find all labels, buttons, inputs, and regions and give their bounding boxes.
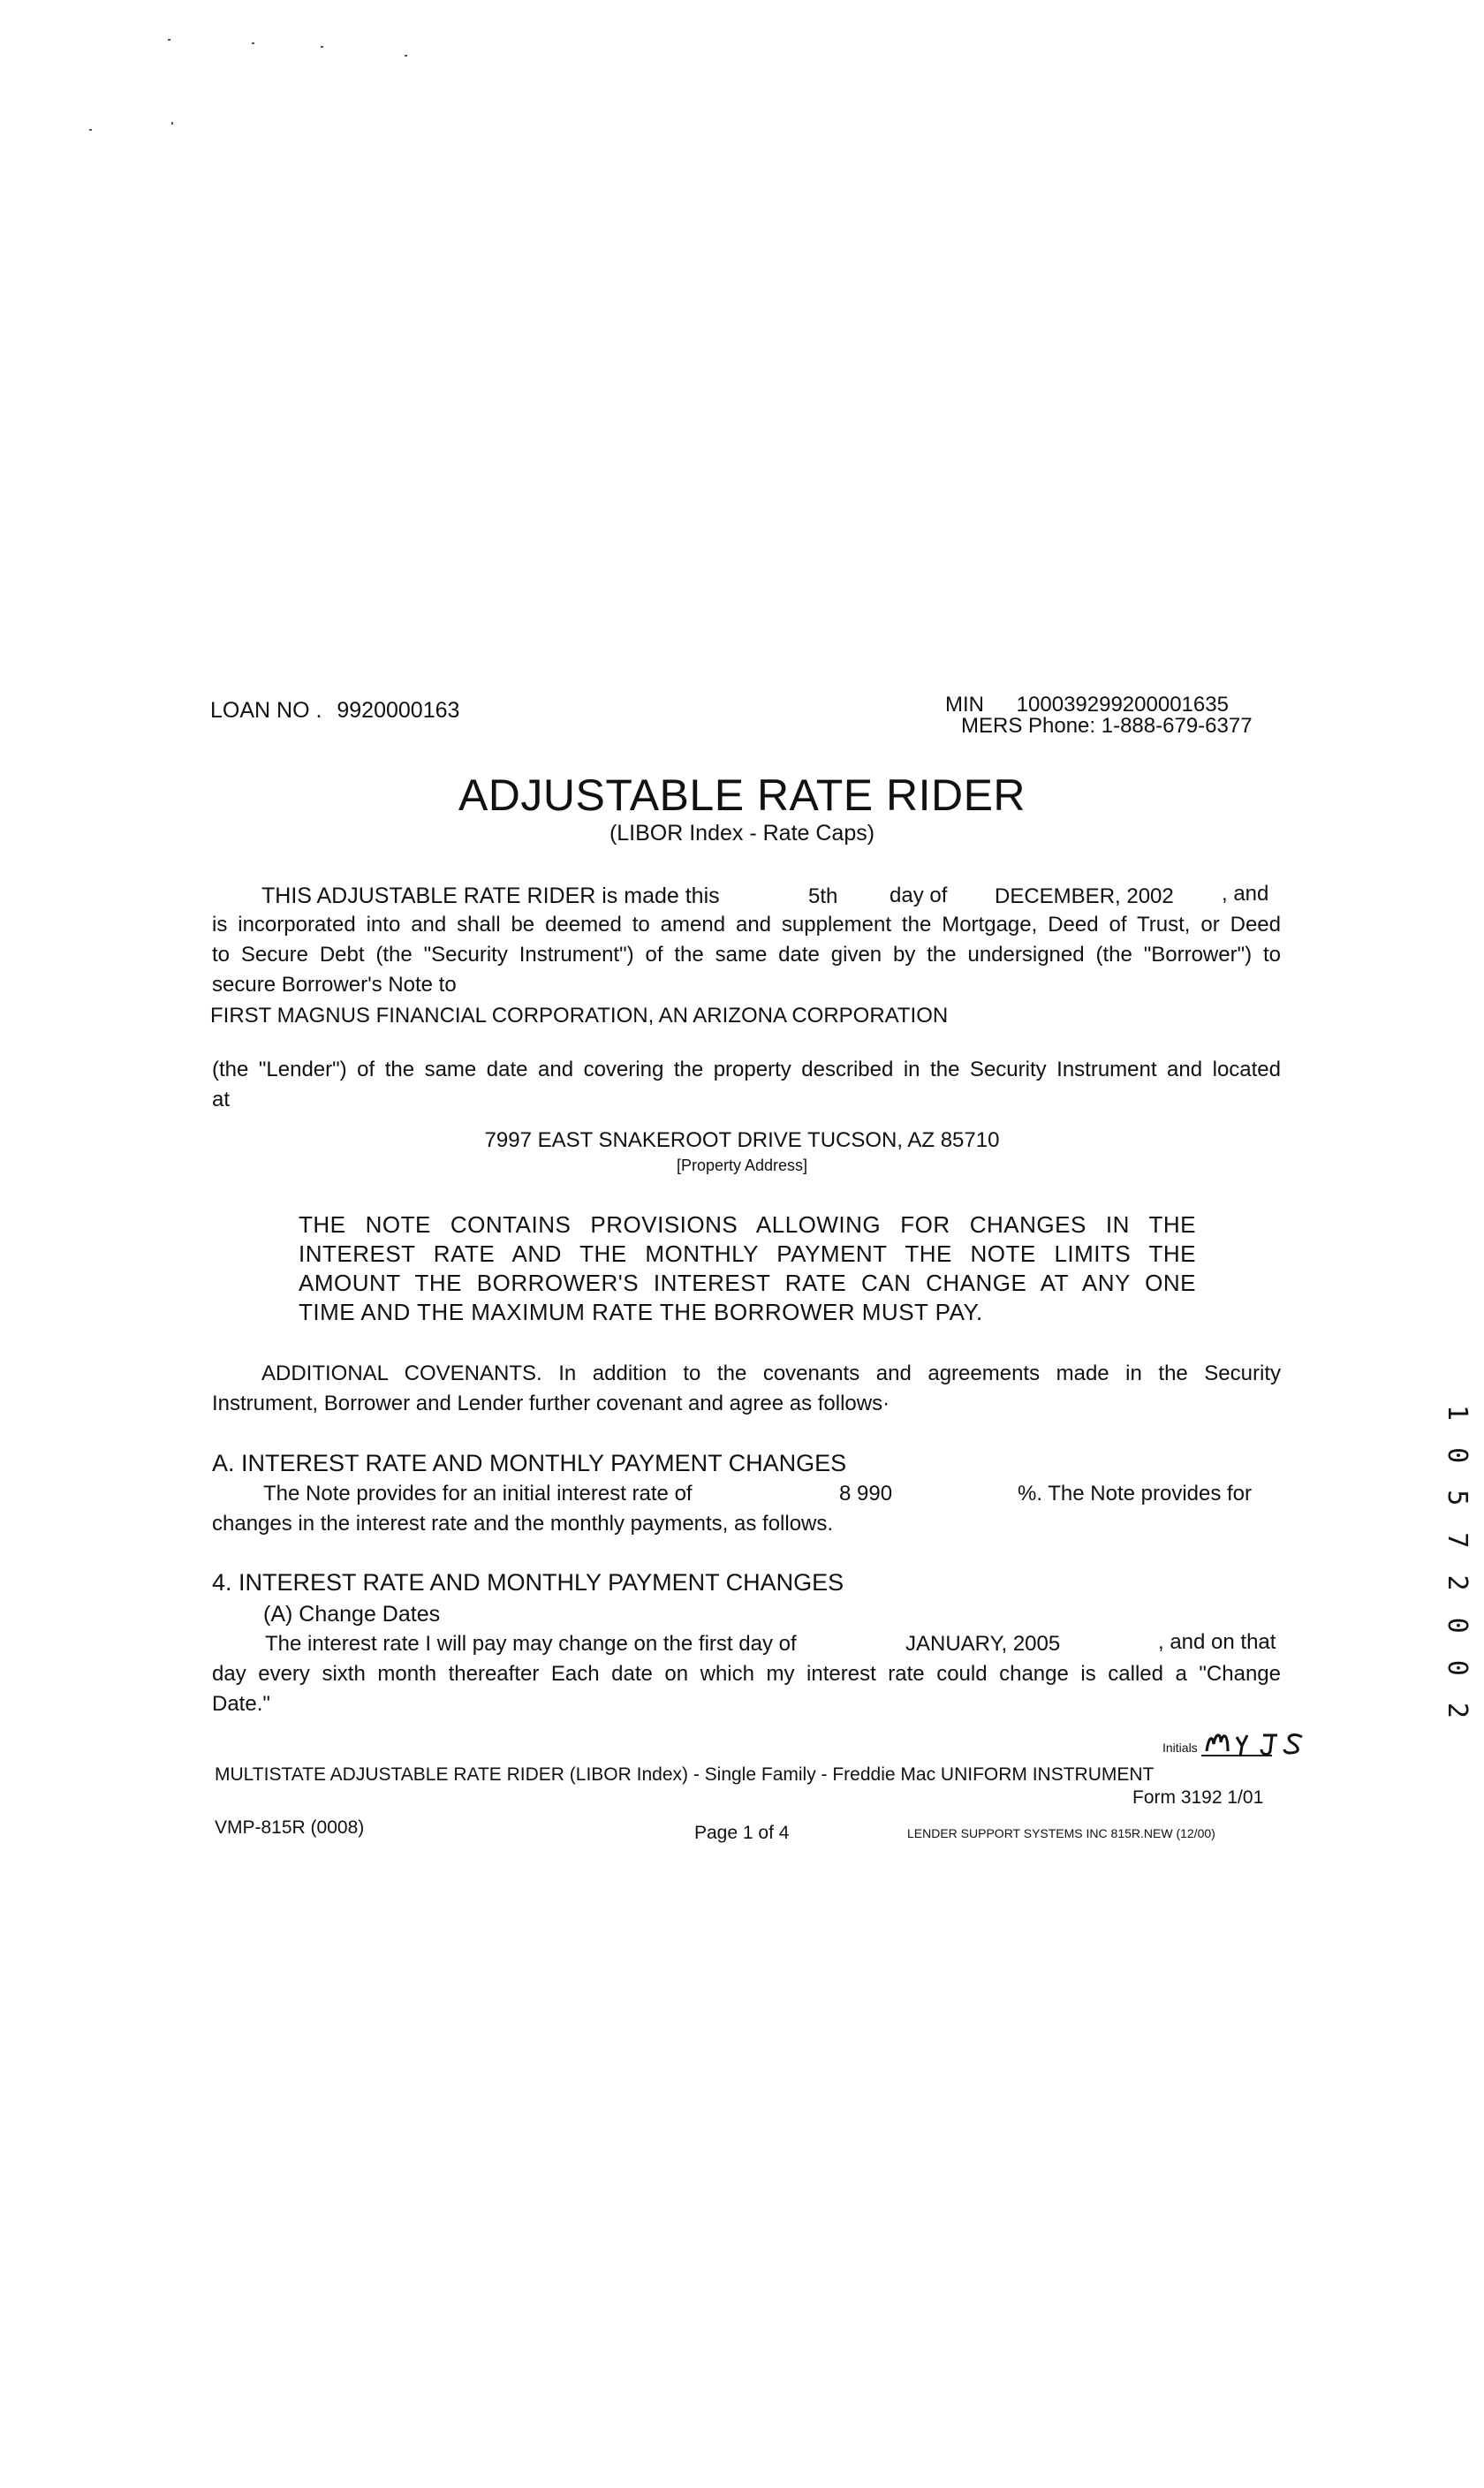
lender-line-1: (the "Lender") of the same date and covering the property described in the Security Instrument and located — [212, 1058, 1281, 1081]
document-title: ADJUSTABLE RATE RIDER — [458, 770, 1026, 820]
margin-stamp — [1424, 1405, 1473, 1724]
min-number: 100039299200001635 — [1016, 693, 1229, 717]
intro-paragraph — [212, 910, 1281, 1000]
mers-phone: MERS Phone: 1-888-679-6377 — [961, 714, 1253, 738]
covenants-paragraph — [212, 1359, 1281, 1419]
initials-label: Initials — [1162, 1741, 1198, 1755]
min-block — [945, 694, 1253, 737]
notice-line-4: TIME AND THE MAXIMUM RATE THE BORROWER MUST PAY. — [299, 1299, 983, 1325]
notice-line-1: THE NOTE CONTAINS PROVISIONS ALLOWING FOR CHANGES IN THE — [299, 1211, 1196, 1238]
intro-day: 5th — [808, 884, 838, 908]
min-label: MIN — [945, 693, 984, 717]
section-4-subheading: (A) Change Dates — [263, 1602, 441, 1627]
notice-line-3: AMOUNT THE BORROWER'S INTEREST RATE CAN CHANGE AT ANY ONE — [299, 1270, 1196, 1296]
intro-and: , and — [1222, 882, 1269, 906]
notice-block — [299, 1210, 1196, 1327]
lender-paragraph — [212, 1055, 1281, 1115]
property-address-label: [Property Address] — [676, 1157, 808, 1174]
loan-number: 9920000163 — [337, 698, 460, 723]
section-a-rate: 8 990 — [839, 1482, 893, 1506]
intro-line-4: secure Borrower's Note to — [212, 973, 457, 997]
covenants-line-1: ADDITIONAL COVENANTS. In addition to the covenants and agreements made in the Security — [261, 1362, 1281, 1385]
page-number: Page 1 of 4 — [694, 1823, 790, 1843]
section-a-line-2: changes in the interest rate and the monthly payments, as follows. — [212, 1512, 834, 1536]
lender-support-systems: LENDER SUPPORT SYSTEMS INC 815R.NEW (12/00) — [907, 1826, 1215, 1840]
form-title: MULTISTATE ADJUSTABLE RATE RIDER (LIBOR Index) - Single Family - Freddie Mac UNIFORM INSTRUMENT — [215, 1764, 1155, 1785]
loan-number-line — [210, 697, 459, 724]
section-4-line-2: day every sixth month thereafter Each date on which my interest rate could change is called a "Change — [212, 1662, 1281, 1686]
section-4-paragraph — [212, 1659, 1281, 1719]
intro-date: DECEMBER, 2002 — [995, 884, 1174, 908]
section-a-text-1: The Note provides for an initial interest rate of — [263, 1482, 693, 1506]
lender-line-2: at — [212, 1088, 231, 1111]
section-4-heading: 4. INTEREST RATE AND MONTHLY PAYMENT CHANGES — [212, 1569, 844, 1596]
notice-line-2: INTEREST RATE AND THE MONTHLY PAYMENT THE NOTE LIMITS THE — [299, 1240, 1196, 1267]
section-a-heading: A. INTEREST RATE AND MONTHLY PAYMENT CHANGES — [212, 1450, 847, 1476]
lender-name: FIRST MAGNUS FINANCIAL CORPORATION, AN ARIZONA CORPORATION — [210, 1004, 949, 1028]
intro-line-3: to Secure Debt (the "Security Instrument") of the same date given by the undersigned (the "Borrower") to — [212, 943, 1281, 967]
section-4-text-1: The interest rate I will pay may change on the first day of — [265, 1632, 797, 1656]
svg-text:1 0 5 7 2 0 0 2: 1 0 5 7 2 0 0 2 — [1442, 1405, 1473, 1724]
section-4-text-2: , and on that — [1158, 1630, 1276, 1654]
document-subtitle: (LIBOR Index - Rate Caps) — [609, 821, 875, 846]
intro-day-of: day of — [890, 884, 948, 907]
intro-line-2: is incorporated into and shall be deemed to amend and supplement the Mortgage, Deed of Trust, or Deed — [212, 913, 1281, 937]
property-address: 7997 EAST SNAKEROOT DRIVE TUCSON, AZ 85710 — [484, 1128, 1000, 1152]
section-4-change-date: JANUARY, 2005 — [905, 1632, 1061, 1656]
vmp-code: VMP-815R (0008) — [215, 1817, 365, 1838]
covenants-line-2: Instrument, Borrower and Lender further covenant and agree as follows· — [212, 1392, 890, 1415]
loan-label: LOAN NO . — [210, 698, 322, 723]
section-4-line-3: Date." — [212, 1692, 270, 1716]
section-a-text-2: %. The Note provides for — [1018, 1482, 1253, 1506]
form-number: Form 3192 1/01 — [1132, 1787, 1264, 1808]
initials-signature — [1201, 1721, 1316, 1765]
intro-made-this: THIS ADJUSTABLE RATE RIDER is made this — [261, 884, 720, 908]
